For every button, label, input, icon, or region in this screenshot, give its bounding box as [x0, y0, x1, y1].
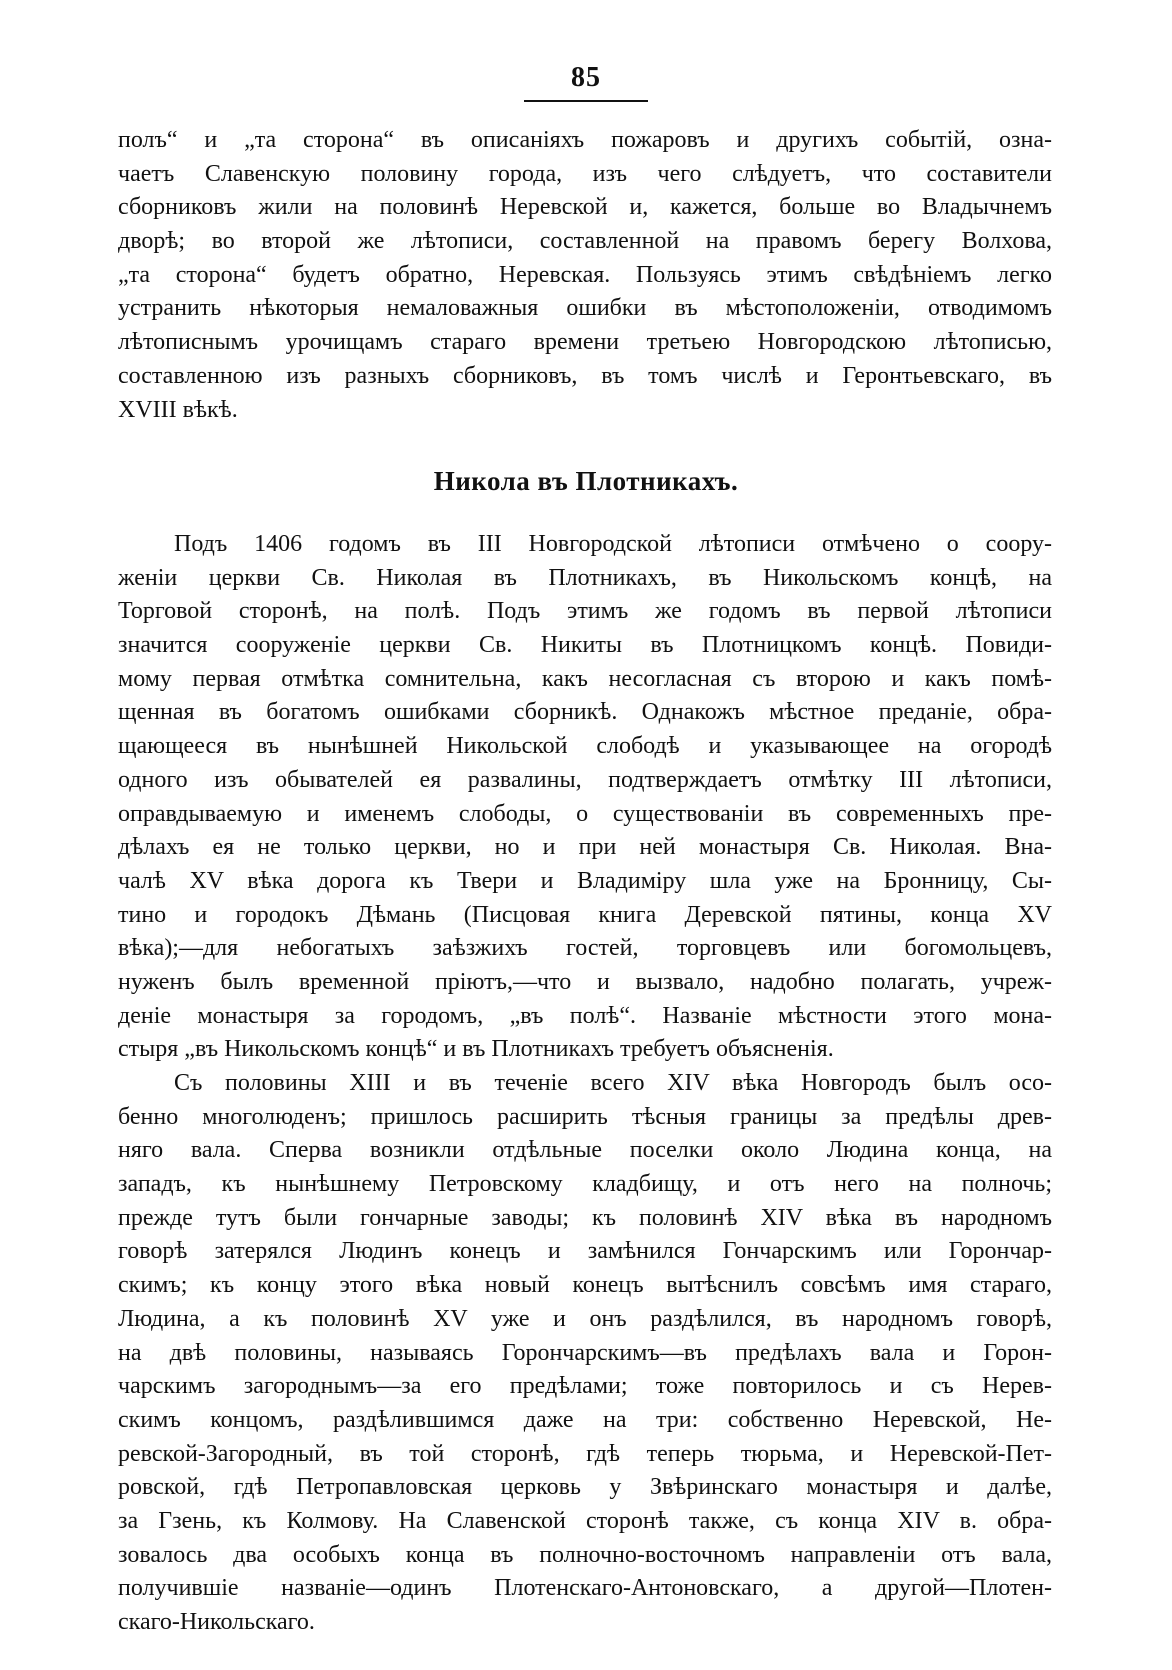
text-line: одного изъ обывателей ея развалины, подтверждаетъ отмѣтку III лѣтописи, [118, 766, 1052, 793]
text-line: чарскимъ загороднымъ—за его предѣлами; тоже повторилось и съ Нерев- [118, 1373, 1052, 1400]
text-line: получившіе названіе—одинъ Плотенскаго-Антоновскаго, а другой—Плотен- [118, 1575, 1052, 1602]
text-line: скимъ; къ концу этого вѣка новый конецъ вытѣснилъ совсѣмъ имя стараго, [118, 1272, 1052, 1299]
text-line: XVIII вѣкѣ. [118, 396, 238, 423]
text-line: дворѣ; во второй же лѣтописи, составленной на правомъ берегу Волхова, [118, 228, 1052, 255]
text-line: оправдываемую и именемъ слободы, о существованіи въ современныхъ пре- [118, 800, 1052, 827]
text-line: на двѣ половины, называясь Горончарскимъ—въ предѣлахъ вала и Горон- [118, 1339, 1052, 1366]
text-line: западъ, къ нынѣшнему Петровскому кладбищу, и отъ него на полночь; [118, 1171, 1052, 1198]
section-heading: Никола въ Плотникахъ. [433, 466, 739, 496]
text-line: лѣтописнымъ урочищамъ стараго времени третьею Новгородскою лѣтописью, [118, 329, 1052, 356]
section-body [118, 528, 1052, 1640]
text-line: щенная въ богатомъ ошибками сборникѣ. Однакожъ мѣстное преданіе, обра- [118, 699, 1052, 726]
text-line: женіи церкви Св. Николая въ Плотникахъ, въ Никольскомъ концѣ, на [118, 564, 1052, 591]
page-number-rule [524, 100, 648, 102]
text-line: щающееся въ нынѣшней Никольской слободѣ и указывающее на огородѣ [118, 733, 1052, 760]
text-line: за Гзень, къ Колмову. На Славенской сторонѣ также, съ конца XIV в. обра- [118, 1507, 1052, 1534]
text-line: ревской-Загородный, въ той сторонѣ, гдѣ теперь тюрьма, и Неревской-Пет- [118, 1440, 1052, 1467]
text-line: говорѣ затерялся Людинъ конецъ и замѣнился Гончарскимъ или Горончар- [118, 1238, 1052, 1265]
text-line: составленною изъ разныхъ сборниковъ, въ томъ числѣ и Геронтьевскаго, въ [118, 362, 1052, 389]
text-line: Людина, а къ половинѣ XV уже и онъ раздѣлился, въ народномъ говорѣ, [118, 1305, 1052, 1332]
text-line: ровской, гдѣ Петропавловская церковь у Звѣринскаго монастыря и далѣе, [118, 1474, 1052, 1501]
text-line: сборниковъ жили на половинѣ Неревской и, кажется, больше во Владычнемъ [118, 194, 1052, 221]
text-line: деніе монастыря за городомъ, „въ полѣ“. Названіе мѣстности этого мона- [118, 1002, 1052, 1029]
text-line: „та сторона“ будетъ обратно, Неревская. Пользуясь этимъ свѣдѣніемъ легко [118, 261, 1052, 288]
text-line: полъ“ и „та сторона“ въ описаніяхъ пожаровъ и другихъ событій, озна- [118, 127, 1052, 153]
text-line: значится сооруженіе церкви Св. Никиты въ Плотницкомъ концѣ. Повиди- [118, 632, 1052, 659]
text-line: устранить нѣкоторыя немаловажныя ошибки въ мѣстоположеніи, отводимомъ [118, 295, 1052, 322]
text-line: скимъ концомъ, раздѣлившимся даже на три: собственно Неревской, Не- [118, 1406, 1052, 1433]
text-line: прежде тутъ были гончарные заводы; къ половинѣ XIV вѣка въ народномъ [118, 1204, 1052, 1231]
text-line: Подъ 1406 годомъ въ III Новгородской лѣтописи отмѣчено о соору- [174, 531, 1052, 557]
text-line: бенно многолюденъ; пришлось расширить тѣсныя границы за предѣлы древ- [118, 1103, 1052, 1130]
text-line: стыря „въ Никольскомъ концѣ“ и въ Плотникахъ требуетъ объясненія. [118, 1036, 834, 1063]
intro-paragraph [118, 124, 1052, 427]
text-line: чаетъ Славенскую половину города, изъ чего слѣдуетъ, что составители [118, 160, 1052, 187]
text-line: вѣка);—для небогатыхъ заѣзжихъ гостей, торговцевъ или богомольцевъ, [118, 935, 1052, 962]
text-line: чалѣ XV вѣка дорога къ Твери и Владиміру шла уже на Бронницу, Сы- [118, 867, 1052, 894]
text-line: Торговой сторонѣ, на полѣ. Подъ этимъ же годомъ въ первой лѣтописи [118, 598, 1052, 625]
text-line: зовалось два особыхъ конца въ полночно-восточномъ направленіи отъ вала, [118, 1541, 1052, 1568]
text-line: мому первая отмѣтка сомнительна, какъ несогласная съ второю и какъ помѣ- [118, 665, 1052, 692]
text-line: нуженъ былъ временной пріютъ,—что и вызвало, надобно полагать, учреж- [118, 968, 1052, 995]
page-number: 85 [571, 62, 601, 93]
text-line: тино и городокъ Дѣмань (Писцовая книга Деревской пятины, конца XV [118, 901, 1052, 928]
text-line: скаго-Никольскаго. [118, 1609, 315, 1635]
text-line: Съ половины XIII и въ теченіе всего XIV вѣка Новгородъ былъ осо- [174, 1070, 1052, 1096]
text-line: няго вала. Сперва возникли отдѣльные поселки около Людина конца, на [118, 1137, 1052, 1164]
text-line: дѣлахъ ея не только церкви, но и при ней монастыря Св. Николая. Вна- [118, 834, 1052, 861]
